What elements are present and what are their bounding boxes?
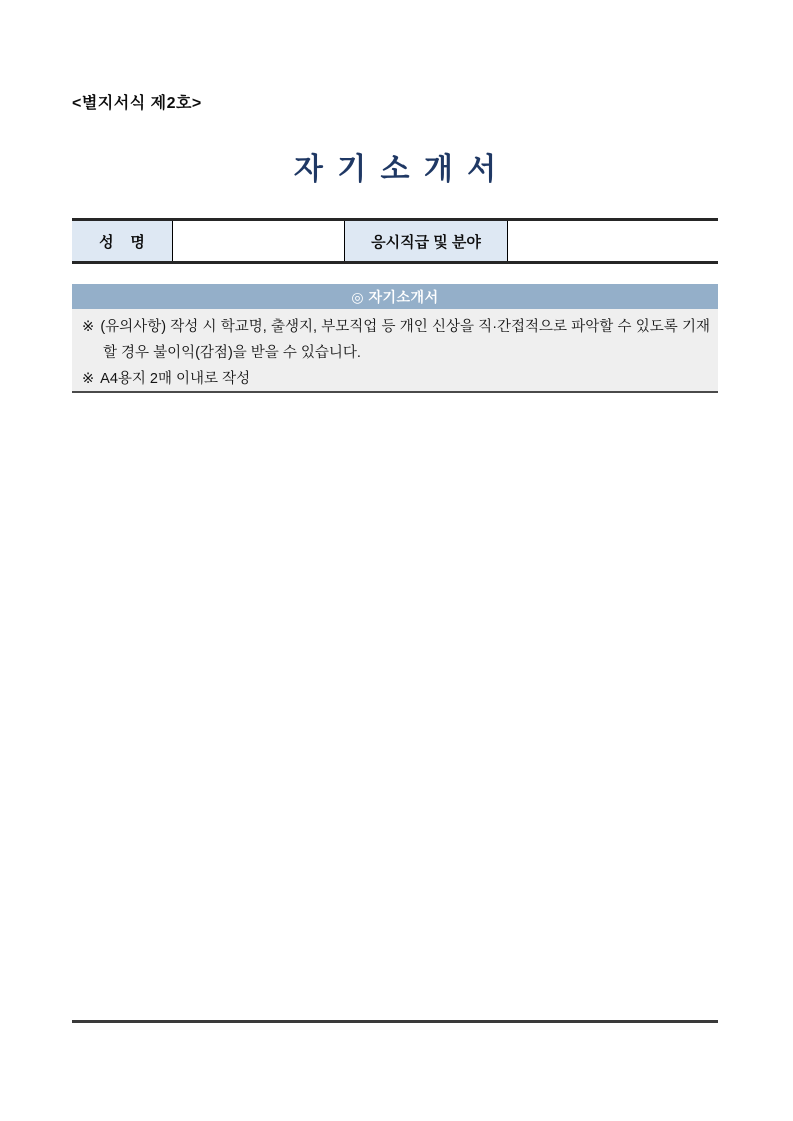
notice-marker: ※ — [82, 319, 95, 335]
notice-marker: ※ — [82, 371, 95, 387]
notice-text: A4용지 2매 이내로 작성 — [100, 371, 251, 387]
position-value-cell[interactable] — [508, 221, 718, 261]
notice-item — [82, 366, 710, 392]
notice-text: (유의사항) 작성 시 학교명, 출생지, 부모직업 등 개인 신상을 직·간접적으로 파악할 수 있도록 기재할 경우 불이익(감점)을 받을 수 있습니다. — [100, 319, 710, 361]
applicant-info-table — [72, 218, 718, 264]
page-title: 자 기 소 개 서 — [293, 153, 500, 186]
name-value-cell[interactable] — [173, 221, 345, 261]
name-label-cell: 성 명 — [72, 221, 173, 261]
notice-box — [72, 309, 718, 393]
form-number-label: <별지서식 제2호> — [72, 95, 202, 112]
section-header-bar: ◎ 자기소개서 — [72, 284, 718, 309]
position-label-cell: 응시직급 및 분야 — [345, 221, 508, 261]
content-area-bottom-rule — [72, 1020, 718, 1023]
notice-item — [82, 314, 710, 366]
self-introduction-content-area[interactable] — [72, 394, 718, 1020]
